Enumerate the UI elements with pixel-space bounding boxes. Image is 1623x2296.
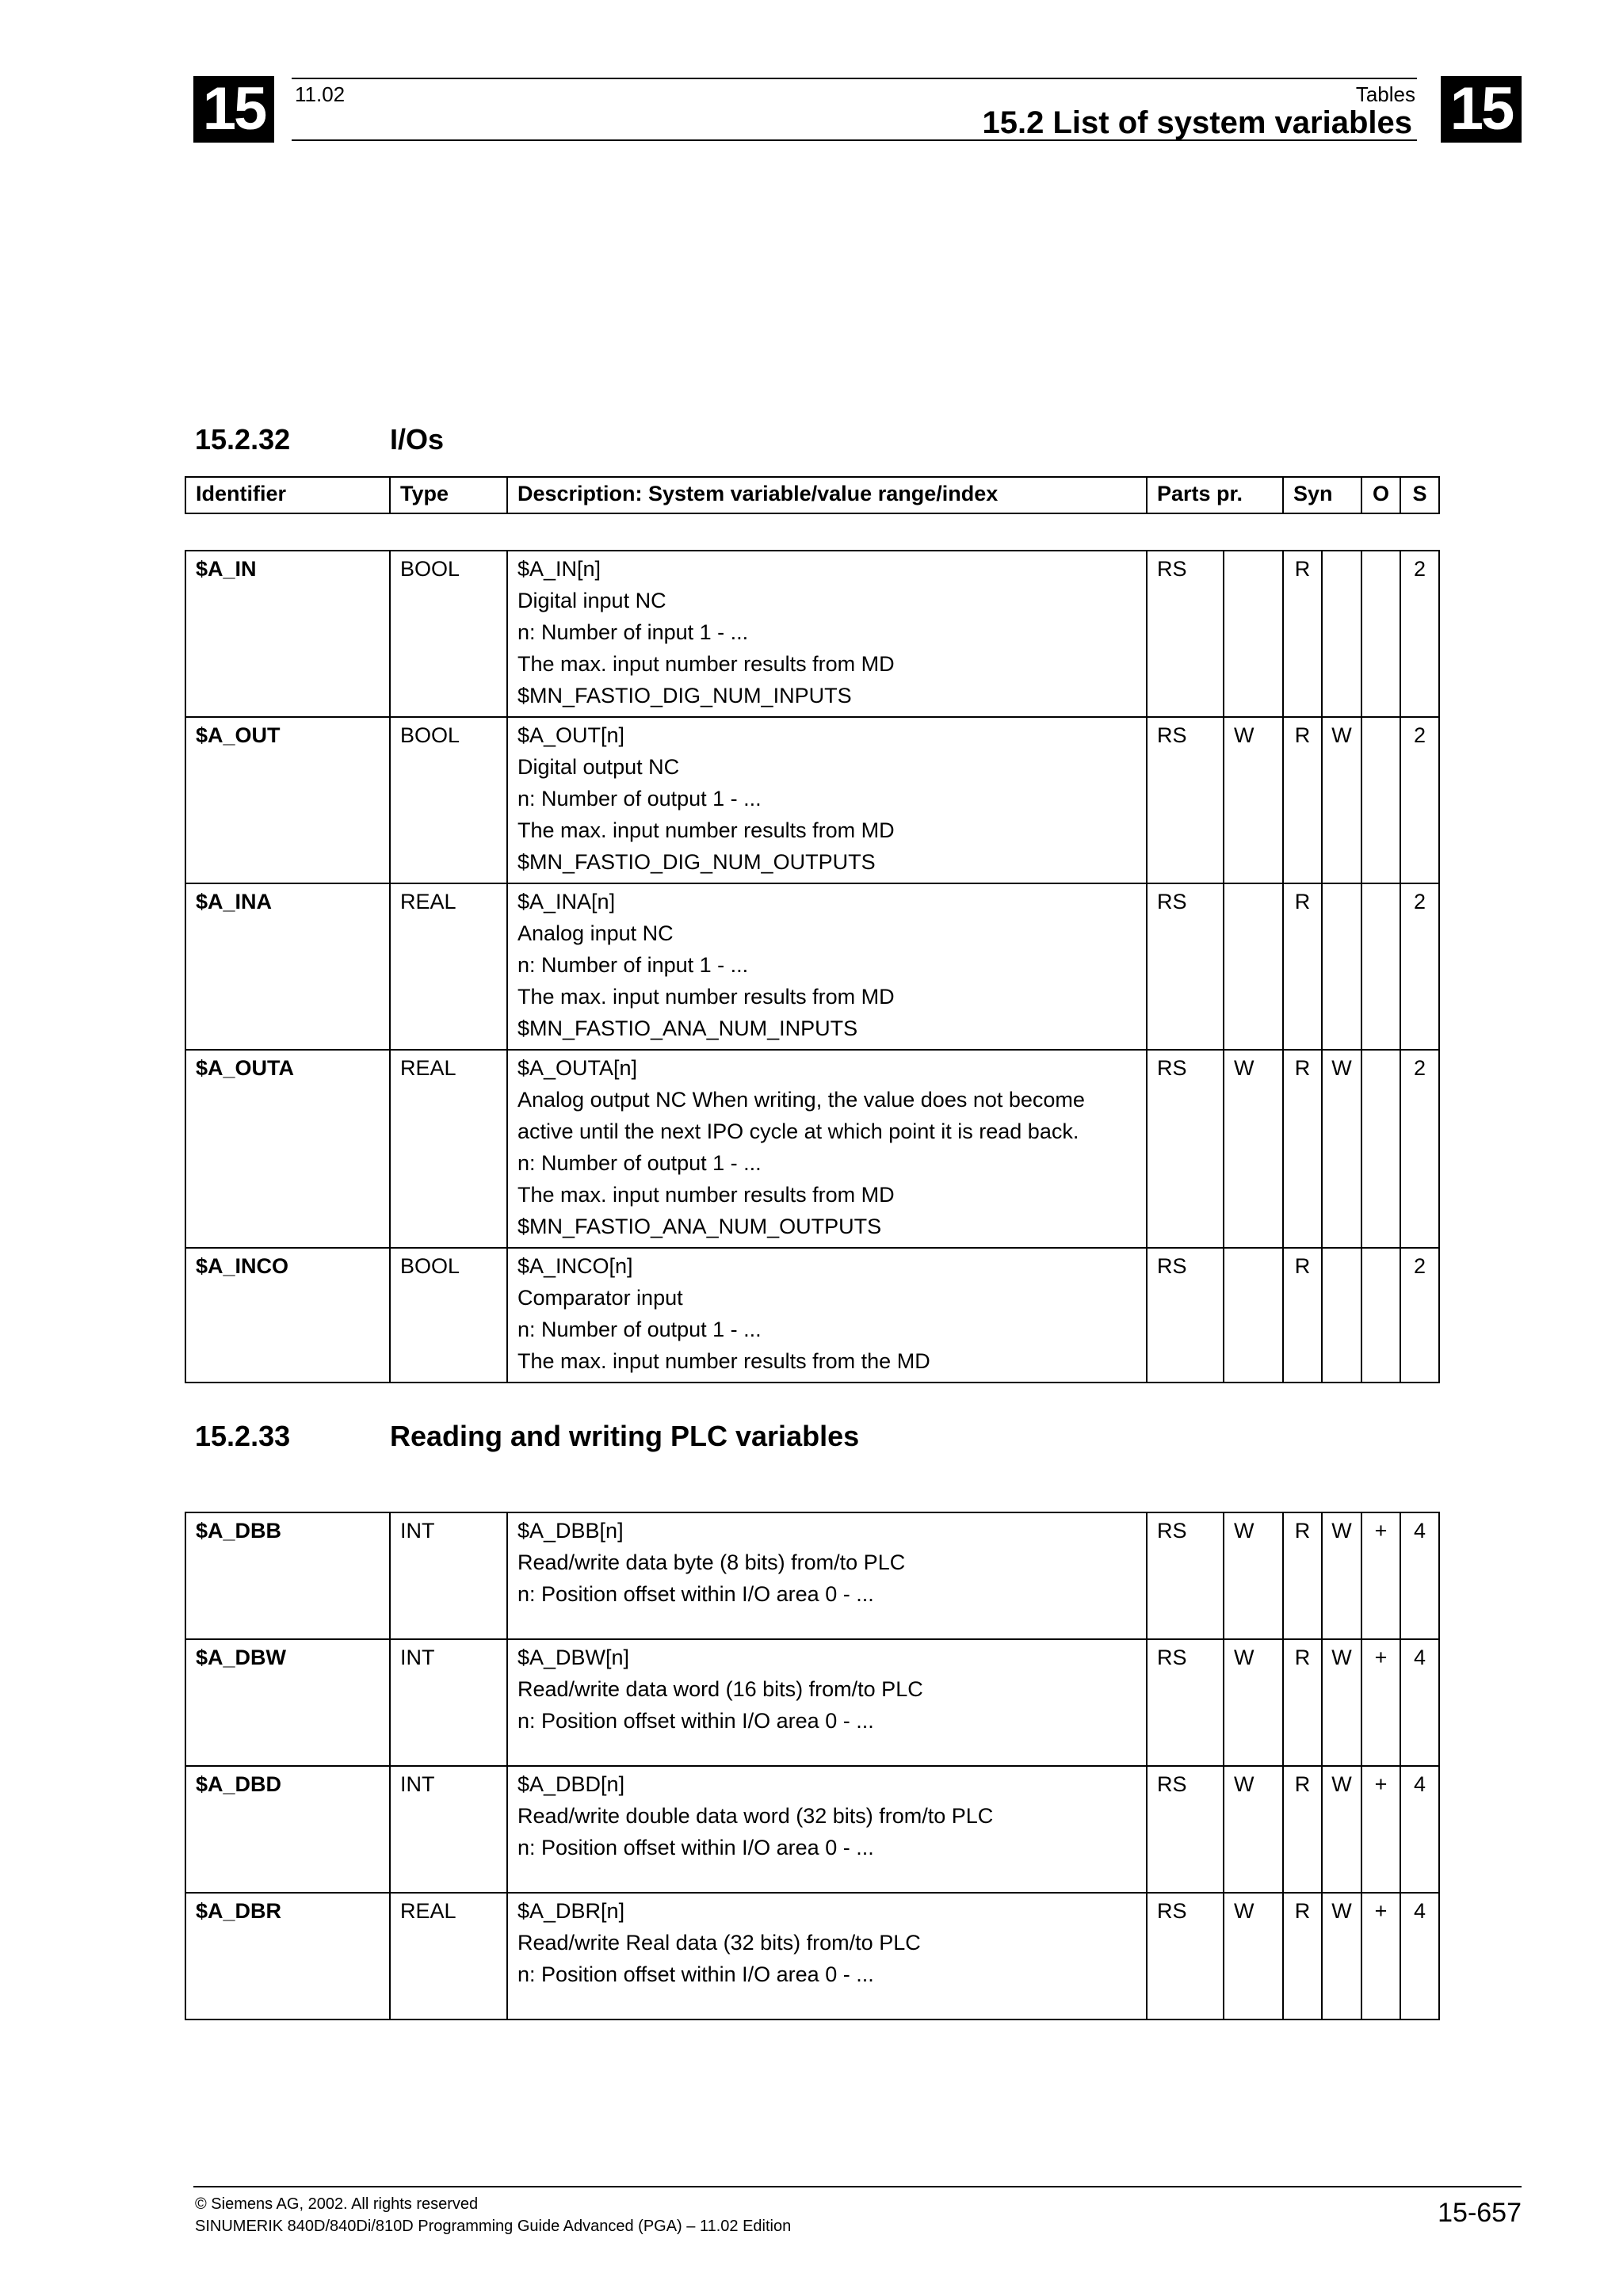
o-flag: +	[1361, 1639, 1400, 1766]
header-parts-pr: Parts pr.	[1147, 477, 1283, 513]
plc-table-body	[185, 1512, 1439, 2019]
section-number-ios: 15.2.32	[195, 423, 291, 456]
table-row	[185, 1050, 1439, 1248]
description-line: n: Number of output 1 - ...	[517, 1151, 762, 1175]
syn-write	[1322, 1248, 1361, 1383]
description-line: Digital input NC	[517, 589, 666, 612]
description-line: Read/write data word (16 bits) from/to PLC	[517, 1677, 923, 1701]
description-line: $A_DBW[n]	[517, 1646, 630, 1669]
o-flag	[1361, 1248, 1400, 1383]
syn-write: W	[1322, 1766, 1361, 1893]
parts-pr-read: RS	[1147, 1248, 1224, 1383]
variable-description	[507, 1050, 1147, 1248]
description-line: Read/write Real data (32 bits) from/to PLC	[517, 1931, 921, 1955]
description-line: $MN_FASTIO_DIG_NUM_OUTPUTS	[517, 850, 876, 874]
syn-write: W	[1322, 1893, 1361, 2019]
syn-read: R	[1283, 1893, 1322, 2019]
description-line: $A_OUTA[n]	[517, 1056, 638, 1080]
description-line: active until the next IPO cycle at which point it is read back.	[517, 1119, 1079, 1143]
s-value: 2	[1400, 551, 1439, 717]
footer-rule	[193, 2186, 1522, 2187]
variable-identifier: $A_INA	[185, 883, 390, 1050]
footer-document-title: SINUMERIK 840D/840Di/810D Programming Guide Advanced (PGA) – 11.02 Edition	[195, 2218, 792, 2235]
parts-pr-write	[1224, 551, 1283, 717]
syn-read: R	[1283, 1050, 1322, 1248]
description-line: Comparator input	[517, 1286, 683, 1310]
variable-description	[507, 1893, 1147, 2019]
description-line: Read/write data byte (8 bits) from/to PLC	[517, 1550, 906, 1574]
header-identifier: Identifier	[185, 477, 390, 513]
s-value: 2	[1400, 1248, 1439, 1383]
description-line: $A_INA[n]	[517, 890, 616, 913]
variable-description	[507, 717, 1147, 883]
s-value: 2	[1400, 883, 1439, 1050]
syn-write: W	[1322, 1050, 1361, 1248]
description-line: n: Number of input 1 - ...	[517, 953, 749, 977]
description-line: n: Position offset within I/O area 0 - ...	[517, 1836, 874, 1859]
syn-write	[1322, 551, 1361, 717]
variable-identifier: $A_DBB	[185, 1512, 390, 1639]
header-rule-top	[292, 78, 1417, 79]
o-flag	[1361, 1050, 1400, 1248]
section-number-plc: 15.2.33	[195, 1420, 291, 1452]
header-title: 15.2 List of system variables	[982, 105, 1412, 140]
description-line: n: Number of output 1 - ...	[517, 1318, 762, 1341]
syn-read: R	[1283, 883, 1322, 1050]
variable-description	[507, 1248, 1147, 1383]
variable-description	[507, 1512, 1147, 1639]
header-s: S	[1400, 477, 1439, 513]
o-flag: +	[1361, 1512, 1400, 1639]
plc-table	[185, 1512, 1440, 2020]
header-syn: Syn	[1283, 477, 1361, 513]
syn-read: R	[1283, 1248, 1322, 1383]
syn-write: W	[1322, 1639, 1361, 1766]
s-value: 4	[1400, 1639, 1439, 1766]
parts-pr-read: RS	[1147, 883, 1224, 1050]
syn-read: R	[1283, 1512, 1322, 1639]
table-row	[185, 1639, 1439, 1766]
o-flag	[1361, 883, 1400, 1050]
variable-description	[507, 1639, 1147, 1766]
description-line: $A_DBR[n]	[517, 1899, 625, 1923]
s-value: 4	[1400, 1766, 1439, 1893]
description-line: Analog input NC	[517, 921, 674, 945]
header-description: Description: System variable/value range/index	[507, 477, 1147, 513]
description-line: Digital output NC	[517, 755, 680, 779]
description-line: $MN_FASTIO_ANA_NUM_INPUTS	[517, 1016, 858, 1040]
variable-type: BOOL	[390, 717, 507, 883]
description-line: $MN_FASTIO_ANA_NUM_OUTPUTS	[517, 1215, 882, 1238]
syn-write: W	[1322, 717, 1361, 883]
table-row	[185, 1766, 1439, 1893]
s-value: 2	[1400, 717, 1439, 883]
variable-type: INT	[390, 1512, 507, 1639]
syn-read: R	[1283, 1766, 1322, 1893]
description-line: $A_INCO[n]	[517, 1254, 633, 1278]
description-line: $A_DBB[n]	[517, 1519, 624, 1543]
s-value: 4	[1400, 1512, 1439, 1639]
description-line: Read/write double data word (32 bits) from/to PLC	[517, 1804, 994, 1828]
description-line: The max. input number results from the MD	[517, 1349, 930, 1373]
description-line: $MN_FASTIO_DIG_NUM_INPUTS	[517, 684, 852, 707]
variable-type: REAL	[390, 1050, 507, 1248]
description-line: n: Position offset within I/O area 0 - ...	[517, 1709, 874, 1733]
description-line: Analog output NC When writing, the value does not become	[517, 1088, 1085, 1112]
table-row	[185, 717, 1439, 883]
description-line: n: Number of input 1 - ...	[517, 620, 749, 644]
table-row	[185, 1512, 1439, 1639]
o-flag	[1361, 551, 1400, 717]
o-flag: +	[1361, 1893, 1400, 2019]
variable-type: REAL	[390, 1893, 507, 2019]
variable-type: BOOL	[390, 1248, 507, 1383]
syn-read: R	[1283, 551, 1322, 717]
description-line: n: Position offset within I/O area 0 - ...	[517, 1582, 874, 1606]
header-o: O	[1361, 477, 1400, 513]
page-number: 15-657	[1438, 2198, 1522, 2228]
table-row	[185, 1248, 1439, 1383]
description-line: The max. input number results from MD	[517, 652, 895, 676]
o-flag	[1361, 717, 1400, 883]
column-header-row	[185, 477, 1439, 513]
variable-identifier: $A_IN	[185, 551, 390, 717]
description-line: The max. input number results from MD	[517, 985, 895, 1009]
syn-write	[1322, 883, 1361, 1050]
syn-read: R	[1283, 1639, 1322, 1766]
syn-write: W	[1322, 1512, 1361, 1639]
parts-pr-write: W	[1224, 717, 1283, 883]
table-row	[185, 551, 1439, 717]
parts-pr-read: RS	[1147, 1512, 1224, 1639]
variable-description	[507, 551, 1147, 717]
chapter-number-right: 15	[1441, 76, 1522, 143]
description-line: $A_OUT[n]	[517, 723, 625, 747]
parts-pr-write: W	[1224, 1766, 1283, 1893]
variable-identifier: $A_OUT	[185, 717, 390, 883]
footer-copyright: © Siemens AG, 2002. All rights reserved	[195, 2195, 479, 2213]
description-line: The max. input number results from MD	[517, 1183, 895, 1207]
ios-table	[185, 550, 1440, 1383]
variable-type: INT	[390, 1639, 507, 1766]
parts-pr-write: W	[1224, 1639, 1283, 1766]
parts-pr-read: RS	[1147, 1639, 1224, 1766]
o-flag: +	[1361, 1766, 1400, 1893]
variable-identifier: $A_OUTA	[185, 1050, 390, 1248]
parts-pr-write: W	[1224, 1050, 1283, 1248]
table-row	[185, 883, 1439, 1050]
description-line: $A_DBD[n]	[517, 1772, 625, 1796]
s-value: 4	[1400, 1893, 1439, 2019]
parts-pr-read: RS	[1147, 1766, 1224, 1893]
ios-table-body	[185, 551, 1439, 1383]
variable-description	[507, 1766, 1147, 1893]
variable-description	[507, 883, 1147, 1050]
variable-identifier: $A_DBR	[185, 1893, 390, 2019]
description-line: n: Position offset within I/O area 0 - ...	[517, 1962, 874, 1986]
parts-pr-write	[1224, 883, 1283, 1050]
description-line: $A_IN[n]	[517, 557, 601, 581]
parts-pr-write: W	[1224, 1893, 1283, 2019]
table-row	[185, 1893, 1439, 2019]
parts-pr-read: RS	[1147, 551, 1224, 717]
header-section-label: Tables	[1355, 82, 1415, 106]
parts-pr-write: W	[1224, 1512, 1283, 1639]
parts-pr-read: RS	[1147, 717, 1224, 883]
description-line: The max. input number results from MD	[517, 818, 895, 842]
variable-identifier: $A_INCO	[185, 1248, 390, 1383]
parts-pr-read: RS	[1147, 1893, 1224, 2019]
header-date: 11.02	[295, 82, 346, 106]
column-header-table	[185, 476, 1440, 514]
syn-read: R	[1283, 717, 1322, 883]
variable-type: REAL	[390, 883, 507, 1050]
section-title-ios: I/Os	[390, 423, 445, 456]
chapter-number-left: 15	[193, 76, 274, 143]
variable-identifier: $A_DBD	[185, 1766, 390, 1893]
parts-pr-write	[1224, 1248, 1283, 1383]
variable-type: INT	[390, 1766, 507, 1893]
section-title-plc: Reading and writing PLC variables	[390, 1420, 860, 1452]
variable-type: BOOL	[390, 551, 507, 717]
header-type: Type	[390, 477, 507, 513]
parts-pr-read: RS	[1147, 1050, 1224, 1248]
variable-identifier: $A_DBW	[185, 1639, 390, 1766]
s-value: 2	[1400, 1050, 1439, 1248]
header-rule-bottom	[292, 139, 1417, 141]
description-line: n: Number of output 1 - ...	[517, 787, 762, 810]
